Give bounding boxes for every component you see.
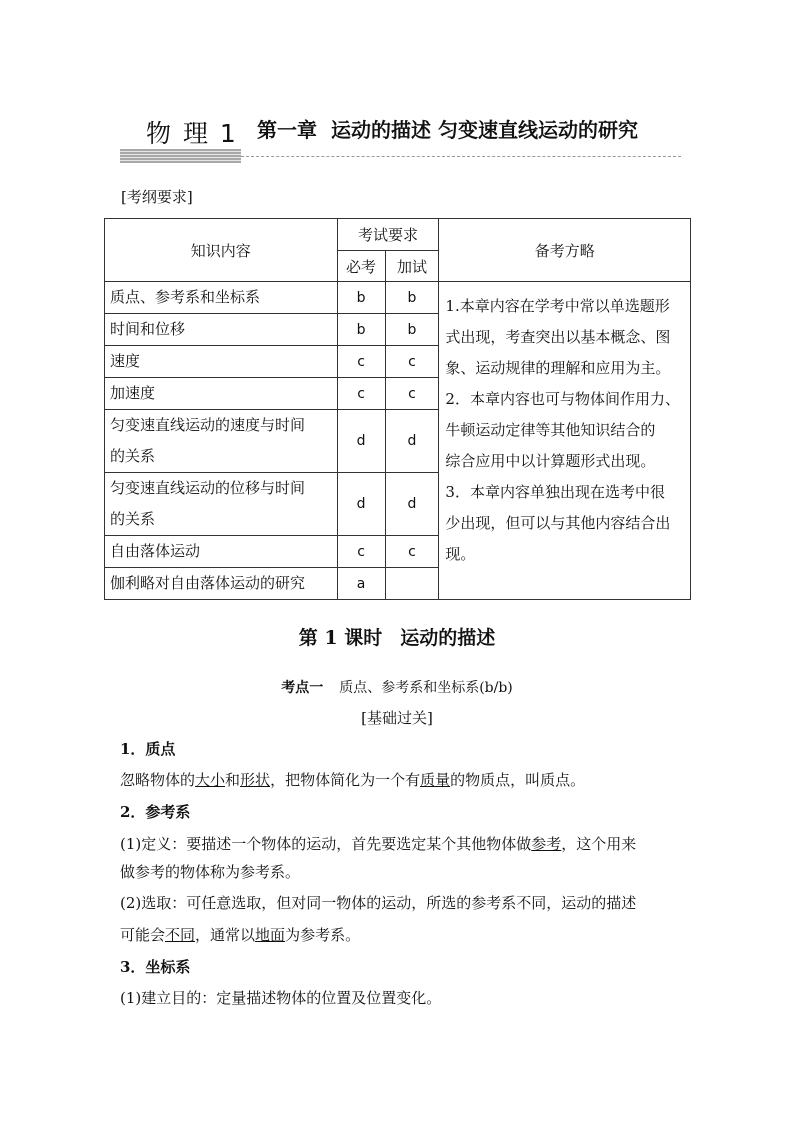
chapter-name: 运动的描述 匀变速直线运动的研究 [331, 118, 638, 142]
text: ，通常以 [195, 926, 256, 944]
header-required: 必考 [337, 251, 385, 282]
paragraph [120, 988, 441, 1008]
paragraph [120, 862, 300, 882]
row-required: c [337, 378, 385, 410]
text: 可能会 [120, 926, 166, 944]
strategy-line: 1.本章内容在学考中常以单选题形 [445, 297, 670, 315]
text: ，把物体简化为一个有 [270, 771, 421, 789]
row-additional [385, 568, 439, 600]
row-knowledge-line2: 的关系 [110, 510, 156, 528]
row-knowledge: 加速度 [105, 378, 338, 410]
text: (1)建立目的：定量描述物体的位置及位置变化。 [120, 989, 442, 1007]
header-bar [120, 149, 241, 163]
underlined-term: 质量 [420, 771, 451, 789]
chapter-title [257, 114, 638, 143]
strategy-line: 2．本章内容也可与物体间作用力、 [445, 390, 680, 408]
text: 的物质点，叫质点。 [450, 771, 586, 789]
strategy-line: 3．本章内容单独出现在选考中很 [445, 483, 665, 501]
section-heading [120, 802, 190, 822]
basic-section-label: [基础过关] [361, 709, 433, 727]
row-additional: b [385, 282, 439, 314]
row-additional: c [385, 378, 439, 410]
row-required: b [337, 282, 385, 314]
chapter-number: 第一章 [257, 118, 317, 142]
kaodian-title: 质点、参考系和坐标系(b/b) [339, 680, 513, 696]
row-knowledge-line1: 匀变速直线运动的速度与时间 [110, 416, 306, 434]
row-additional: d [385, 473, 439, 536]
row-knowledge: 质点、参考系和坐标系 [105, 282, 338, 314]
text: ，这个用来 [561, 835, 637, 853]
text: 和 [225, 771, 241, 789]
row-knowledge: 自由落体运动 [105, 536, 338, 568]
lesson-title [0, 623, 794, 650]
row-required: d [337, 410, 385, 473]
row-knowledge: 伽利略对自由落体运动的研究 [105, 568, 338, 600]
section-title: 2．参考系 [120, 803, 191, 821]
row-knowledge: 速度 [105, 346, 338, 378]
underlined-term: 大小 [195, 771, 226, 789]
text: (2)选取：可任意选取，但对同一物体的运动，所选的参考系不同，运动的描述 [120, 894, 637, 912]
row-required: c [337, 346, 385, 378]
row-required: a [337, 568, 385, 600]
row-required: c [337, 536, 385, 568]
paragraph [120, 925, 360, 945]
row-knowledge-line2: 的关系 [110, 447, 156, 465]
requirements-table [104, 218, 691, 600]
underlined-term: 不同 [165, 926, 196, 944]
kaodian-heading [0, 677, 794, 697]
subject-title: 物 理 1 [146, 119, 238, 148]
header-exam-req: 考试要求 [337, 219, 439, 251]
row-knowledge: 时间和位移 [105, 314, 338, 346]
header-strategy: 备考方略 [439, 219, 691, 282]
strategy-cell [439, 282, 691, 600]
row-required: b [337, 314, 385, 346]
section-heading [120, 739, 175, 759]
text: 为参考系。 [285, 926, 361, 944]
strategy-line: 式出现，考查突出以基本概念、图 [445, 328, 671, 346]
strategy-line: 综合应用中以计算题形式出现。 [445, 452, 656, 470]
lesson-name: 运动的描述 [400, 627, 496, 649]
text: 忽略物体的 [120, 771, 196, 789]
row-knowledge [105, 473, 338, 536]
underlined-term: 形状 [240, 771, 271, 789]
paragraph [120, 834, 636, 854]
header-additional: 加试 [385, 251, 439, 282]
row-additional: c [385, 536, 439, 568]
section-title: 1．质点 [120, 740, 176, 758]
paragraph [120, 893, 636, 913]
row-knowledge [105, 410, 338, 473]
section-title: 3．坐标系 [120, 958, 191, 976]
underlined-term: 参考 [531, 835, 562, 853]
header-rule [241, 156, 681, 157]
strategy-line: 牛顿运动定律等其他知识结合的 [445, 421, 656, 439]
strategy-line: 少出现，但可以与其他内容结合出 [445, 514, 671, 532]
lesson-number: 第 1 课时 [298, 627, 383, 649]
row-required: d [337, 473, 385, 536]
requirements-label: [考纲要求] [121, 188, 193, 206]
section-heading [120, 957, 190, 977]
row-additional: b [385, 314, 439, 346]
underlined-term: 地面 [255, 926, 286, 944]
kaodian-number: 考点一 [281, 680, 324, 696]
header-knowledge: 知识内容 [105, 219, 338, 282]
paragraph [120, 770, 585, 790]
row-additional: d [385, 410, 439, 473]
strategy-line: 现。 [445, 545, 476, 563]
row-additional: c [385, 346, 439, 378]
row-knowledge-line1: 匀变速直线运动的位移与时间 [110, 479, 306, 497]
text: (1)定义：要描述一个物体的运动，首先要选定某个其他物体做 [120, 835, 532, 853]
text: 做参考的物体称为参考系。 [120, 863, 301, 881]
strategy-line: 象、运动规律的理解和应用为主。 [445, 359, 671, 377]
